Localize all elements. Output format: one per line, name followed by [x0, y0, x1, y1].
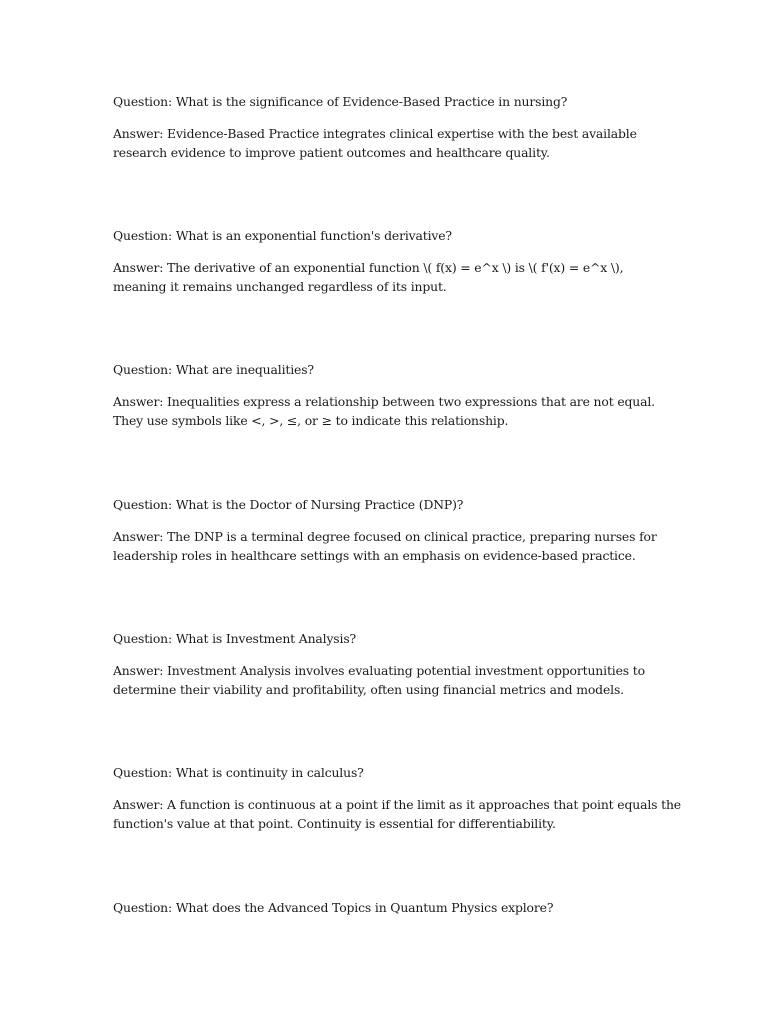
- qa-block: [113, 92, 673, 162]
- answer-text: [113, 124, 673, 162]
- answer-line: leadership roles in healthcare settings with an emphasis on evidence-based practice.: [113, 548, 636, 563]
- answer-line: meaning it remains unchanged regardless of its input.: [113, 279, 447, 294]
- question-text: Question: What does the Advanced Topics in Quantum Physics explore?: [113, 900, 554, 915]
- question-text: Question: What is the Doctor of Nursing Practice (DNP)?: [113, 497, 464, 512]
- question-text: Question: What is the significance of Evidence-Based Practice in nursing?: [113, 94, 568, 109]
- question-text: Question: What is an exponential function's derivative?: [113, 228, 452, 243]
- answer-text: [113, 661, 673, 699]
- answer-line: Answer: Investment Analysis involves evaluating potential investment opportunities to: [113, 663, 645, 678]
- answer-text: [113, 392, 673, 430]
- qa-block: [113, 495, 673, 565]
- answer-line: Answer: Inequalities express a relationship between two expressions that are not equal.: [113, 394, 655, 409]
- qa-block: [113, 226, 673, 296]
- answer-line: Answer: A function is continuous at a point if the limit as it approaches that point equals the: [113, 797, 681, 812]
- question-text: Question: What are inequalities?: [113, 362, 314, 377]
- qa-block: [113, 629, 673, 699]
- answer-line: Answer: Evidence-Based Practice integrates clinical expertise with the best available: [113, 126, 637, 141]
- qa-block: [113, 360, 673, 430]
- qa-block: [113, 898, 673, 917]
- answer-line: function's value at that point. Continuity is essential for differentiability.: [113, 816, 556, 831]
- answer-text: [113, 527, 673, 565]
- answer-text: [113, 258, 673, 296]
- answer-text: [113, 795, 681, 833]
- answer-line: research evidence to improve patient outcomes and healthcare quality.: [113, 145, 550, 160]
- answer-line: determine their viability and profitability, often using financial metrics and models.: [113, 682, 624, 697]
- qa-block: [113, 763, 681, 833]
- question-text: Question: What is Investment Analysis?: [113, 631, 357, 646]
- answer-line: They use symbols like <, >, ≤, or ≥ to indicate this relationship.: [113, 413, 509, 428]
- question-text: Question: What is continuity in calculus?: [113, 765, 364, 780]
- answer-line: Answer: The derivative of an exponential function \( f(x) = e^x \) is \( f'(x) = e^x \),: [113, 260, 624, 275]
- answer-line: Answer: The DNP is a terminal degree focused on clinical practice, preparing nurses for: [113, 529, 657, 544]
